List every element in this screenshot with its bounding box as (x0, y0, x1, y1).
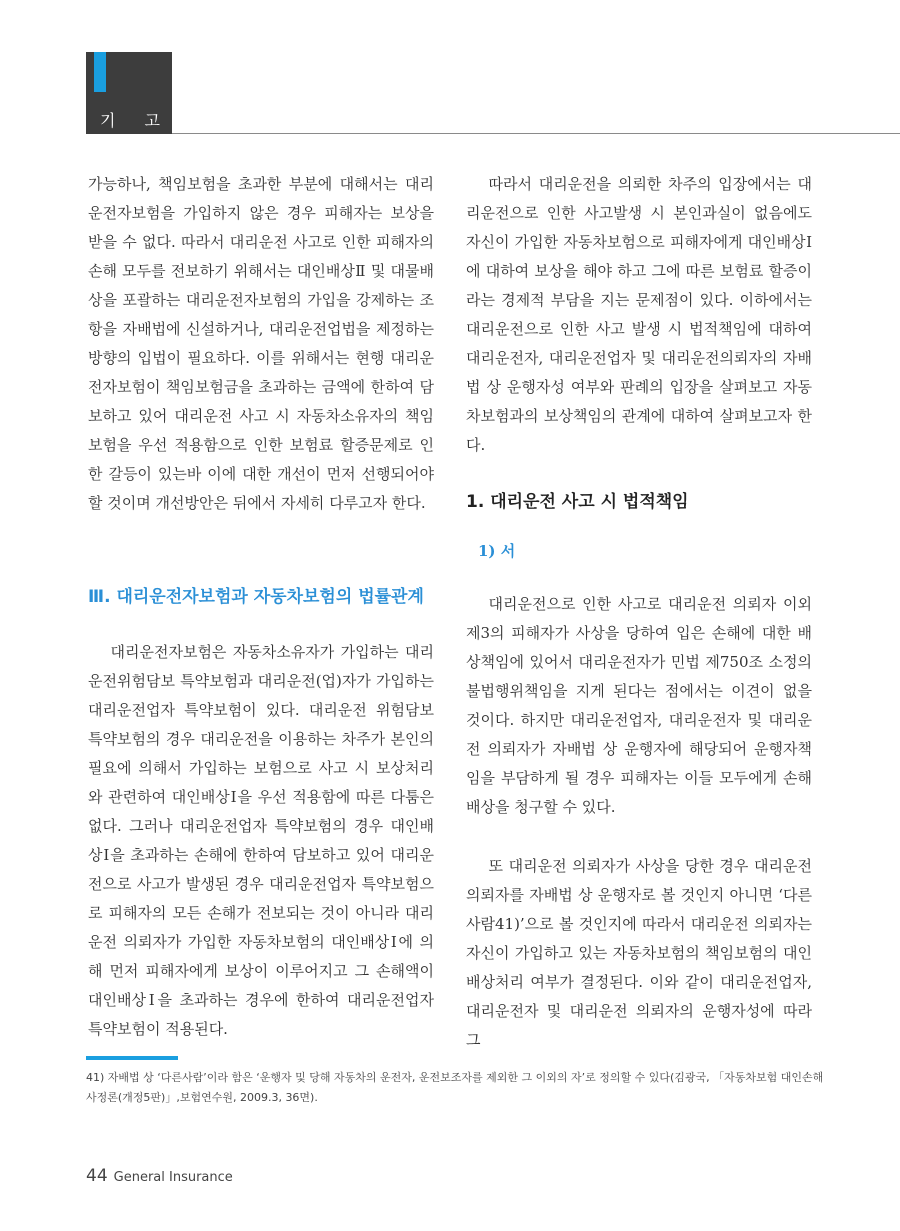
subsubsection-heading: 1) 서 (478, 542, 516, 560)
footnote-text: 41) 자배법 상 ‘다른사람’이라 함은 ‘운행자 및 당해 자동차의 운전자, 운전보조자를 제외한 그 이외의 자’로 정의할 수 있다(김광국, 「자동차보험 대인손해사정론(개정5판)」,보험연수원, 2009.3, 36면). (86, 1071, 824, 1104)
right-column (466, 170, 812, 1055)
right-paragraph-2: 대리운전으로 인한 사고로 대리운전 의뢰자 이외 제3의 피해자가 사상을 당하여 입은 손해에 대한 배상책임에 있어서 대리운전자가 민법 제750조 소정의 불법행위책임을 지게 된다는 점에서는 이견이 없을 것이다. 하지만 대리운전업자, 대리운전자 및 대리운전 의뢰자가 자배법 상 운행자에 해당되어 운행자책임을 부담하게 될 경우 피해자는 이들 모두에게 손해배상을 청구할 수 있다. (466, 595, 812, 816)
footnote-rule (86, 1056, 178, 1060)
header-label: 기 고 (100, 111, 172, 130)
right-paragraph-1: 따라서 대리운전을 의뢰한 차주의 입장에서는 대리운전으로 인한 사고발생 시 본인과실이 없음에도 자신이 가입한 자동차보험으로 피해자에게 대인배상Ⅰ에 대하여 보상을 해야 하고 그에 따른 보험료 할증이라는 경제적 부담을 지는 문제점이 있다. 이하에서는 대리운전으로 인한 사고 발생 시 법적책임에 대하여 대리운전자, 대리운전업자 및 대리운전의뢰자의 자배법 상 운행자성 여부와 판례의 입장을 살펴보고 자동차보험과의 보상책임의 관계에 대하여 살펴보고자 한다. (466, 175, 812, 454)
footnote (86, 1068, 826, 1108)
left-column (88, 170, 434, 1044)
section-heading: Ⅲ. 대리운전자보험과 자동차보험의 법률관계 (88, 587, 424, 607)
header-rule (172, 133, 900, 134)
page-number: 44 (86, 1166, 108, 1186)
header-accent-bar (94, 52, 106, 92)
left-paragraph-1: 가능하나, 책임보험을 초과한 부분에 대해서는 대리운전자보험을 가입하지 않은 경우 피해자는 보상을 받을 수 없다. 따라서 대리운전 사고로 인한 피해자의 손해 모두를 전보하기 위해서는 대인배상Ⅱ 및 대물배상을 포괄하는 대리운전자보험의 가입을 강제하는 조항을 자배법에 신설하거나, 대리운전업법을 제정하는 방향의 입법이 필요하다. 이를 위해서는 현행 대리운전자보험이 책임보험금을 초과하는 금액에 한하여 담보하고 있어 대리운전 사고 시 자동차소유자의 책임보험을 우선 적용함으로 인한 보험료 할증문제로 인한 갈등이 있는바 이에 대한 개선이 먼저 선행되어야 할 것이며 개선방안은 뒤에서 자세히 다루고자 한다. (88, 175, 434, 512)
subsection-heading: 1. 대리운전 사고 시 법적책임 (466, 492, 689, 512)
folio (86, 1166, 233, 1186)
magazine-name: General Insurance (113, 1170, 233, 1185)
right-paragraph-3: 또 대리운전 의뢰자가 사상을 당한 경우 대리운전 의뢰자를 자배법 상 운행자로 볼 것인지 아니면 ‘다른 사람41)’으로 볼 것인지에 따라서 대리운전 의뢰자는 자신이 가입하고 있는 자동차보험의 책임보험의 대인배상처리 여부가 결정된다. 이와 같이 대리운전업자, 대리운전자 및 대리운전 의뢰자의 운행자성에 따라 그 (466, 857, 812, 1049)
left-paragraph-2: 대리운전자보험은 자동차소유자가 가입하는 대리운전위험담보 특약보험과 대리운전(업)자가 가입하는 대리운전업자 특약보험이 있다. 대리운전 위험담보 특약보험의 경우 대리운전을 이용하는 차주가 본인의 필요에 의해서 가입하는 보험으로 사고 시 보상처리와 관련하여 대인배상Ⅰ을 우선 적용함에 따른 다툼은 없다. 그러나 대리운전업자 특약보험의 경우 대인배상Ⅰ을 초과하는 손해에 한하여 담보하고 있어 대리운전으로 사고가 발생된 경우 대리운전업자 특약보험으로 피해자의 모든 손해가 전보되는 것이 아니라 대리운전 의뢰자가 가입한 자동차보험의 대인배상Ⅰ에 의해 먼저 피해자에게 보상이 이루어지고 그 손해액이 대인배상Ⅰ을 초과하는 경우에 한하여 대리운전업자 특약보험이 적용된다. (88, 643, 434, 1038)
